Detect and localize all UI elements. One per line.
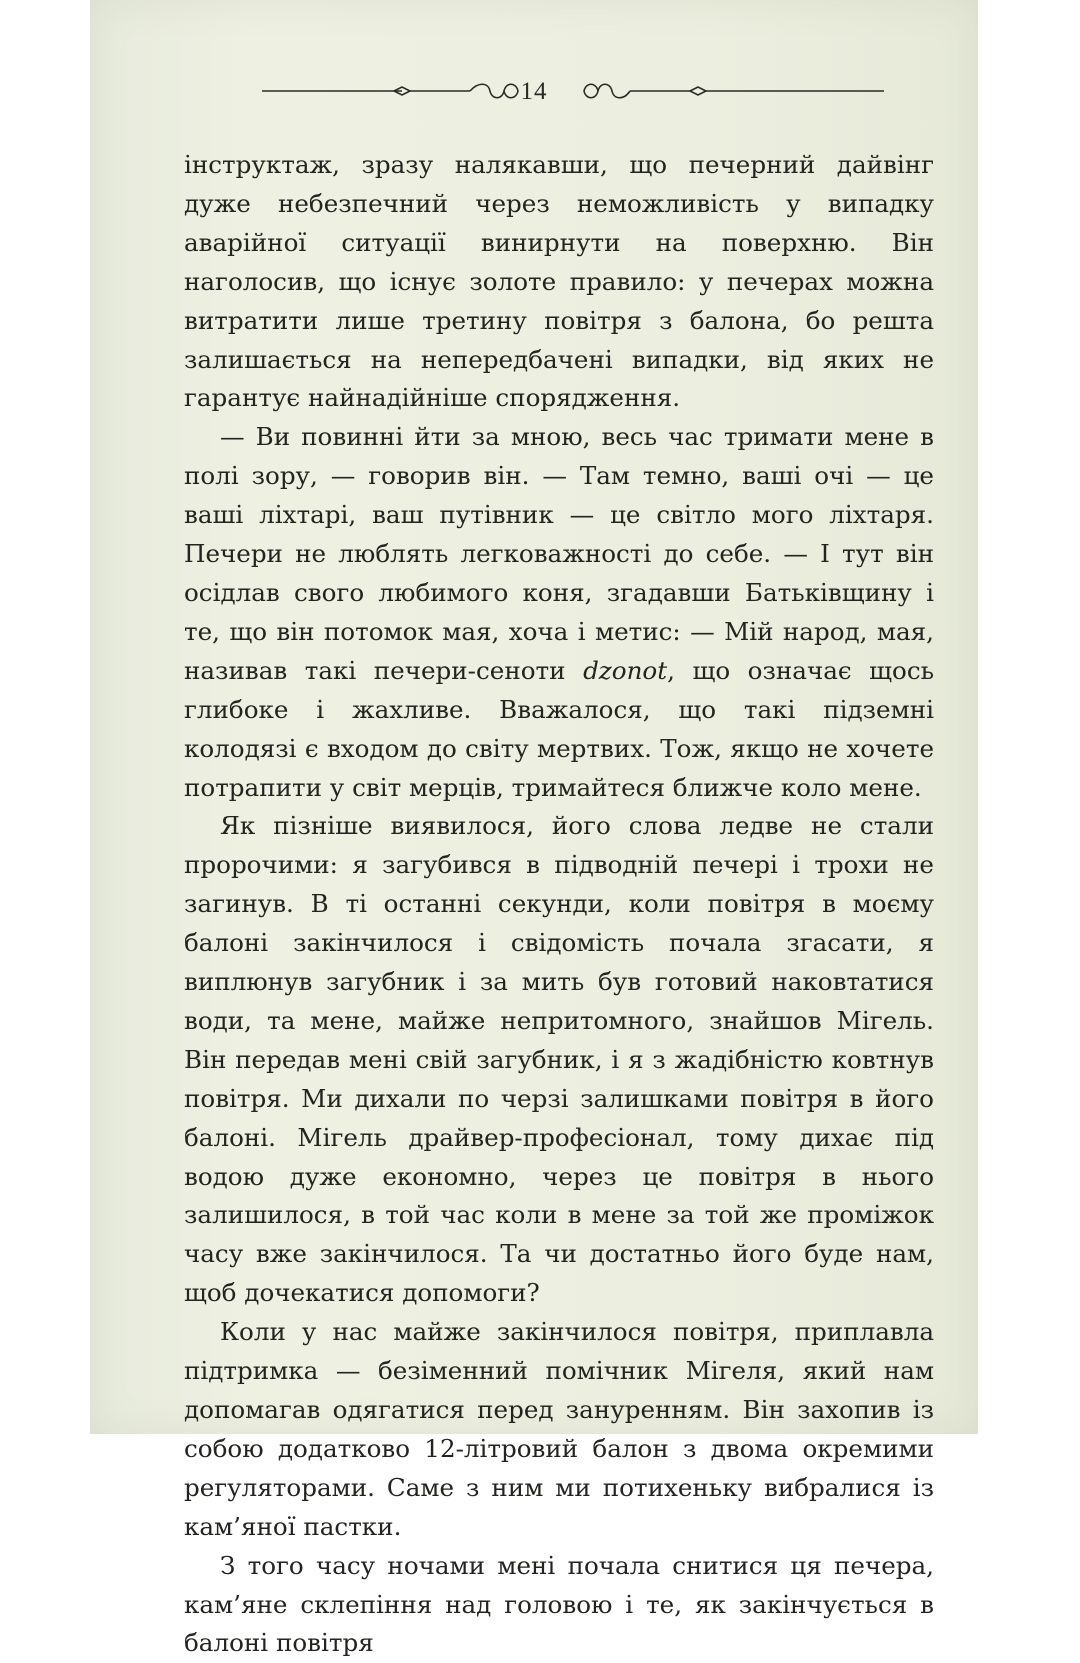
paragraph-2 xyxy=(184,418,934,807)
paragraph-2-text-start: — Ви повинні йти за мною, весь час тримати мене в полі зору, — говорив він. — Там темно, ваші очі — це ваші ліхтарі, ваш путівник — це світло мого ліхтаря. Печери не люблять легковажності до себе. — І тут він осідлав свого любимого коня, згадавши Батьківщину і те, що він потомок мая, хоча і метис: — Мій народ, мая, називав такі печери-сеноти xyxy=(184,422,934,685)
body-text xyxy=(184,146,934,1663)
right-diamond xyxy=(690,87,706,95)
paragraph-4 xyxy=(184,1313,934,1546)
paragraph-3-text: Як пізніше виявилося, його слова ледве не стали пророчими: я загубився в підводній печері і трохи не загинув. В ті останні секунди, коли повітря в моєму балоні закінчилося і свідомість почала згасати, я виплюнув загубник і за мить був готовий наковтатися води, та мене, майже непритомного, знайшов Мігель. Він передав мені свій загубник, і я з жадібністю ковтнув повітря. Ми дихали по черзі залишками повітря в його балоні. Мігель драйвер-професіонал, тому дихає під водою дуже економно, через це повітря в нього залишилося, в той час коли в мене за той же проміжок часу вже закінчилося. Та чи достатньо його буде нам, щоб дочекатися допомоги? xyxy=(184,811,934,1308)
paragraph-5-text: З того часу ночами мені почала снитися ця печера, кам’яне склепіння над головою і те, як закінчується в балоні повітря xyxy=(184,1550,934,1658)
page-header xyxy=(90,74,978,108)
right-flourish xyxy=(584,84,630,98)
paragraph-1-text: інструктаж, зразу налякавши, що печерний дайвінг дуже небезпечний через неможливість у випадку аварійної ситуації винирнути на поверхню. Він наголосив, що існує золоте правило: у печерах можна витратити лише третину повітря з балона, бо решта залишається на непередбачені випадки, від яких не гарантує найнадійніше спорядження. xyxy=(184,150,934,413)
paragraph-2-text-end: , що означає щось глибоке і жахливе. Вважалося, що такі підземні колодязі є входом до світу мертвих. Тож, якщо не хочете потрапити у світ мерців, тримайтеся ближче коло мене. xyxy=(184,655,935,802)
book-page xyxy=(90,0,978,1658)
paragraph-2-italic-word: dzonot xyxy=(583,655,668,685)
left-flourish xyxy=(470,84,518,98)
paragraph-4-text: Коли у нас майже закінчилося повітря, приплавла підтримка — безіменний помічник Мігеля, який нам допомагав одягатися перед зануренням. Він захопив із собою додатково 12-літровий балон з двома окремими регуляторами. Саме з ним ми потихеньку вибралися із кам’яної пастки. xyxy=(184,1317,934,1541)
paragraph-3 xyxy=(184,807,934,1313)
paragraph-5 xyxy=(184,1547,934,1663)
paragraph-1 xyxy=(184,146,934,418)
page-number: 14 xyxy=(520,78,548,105)
